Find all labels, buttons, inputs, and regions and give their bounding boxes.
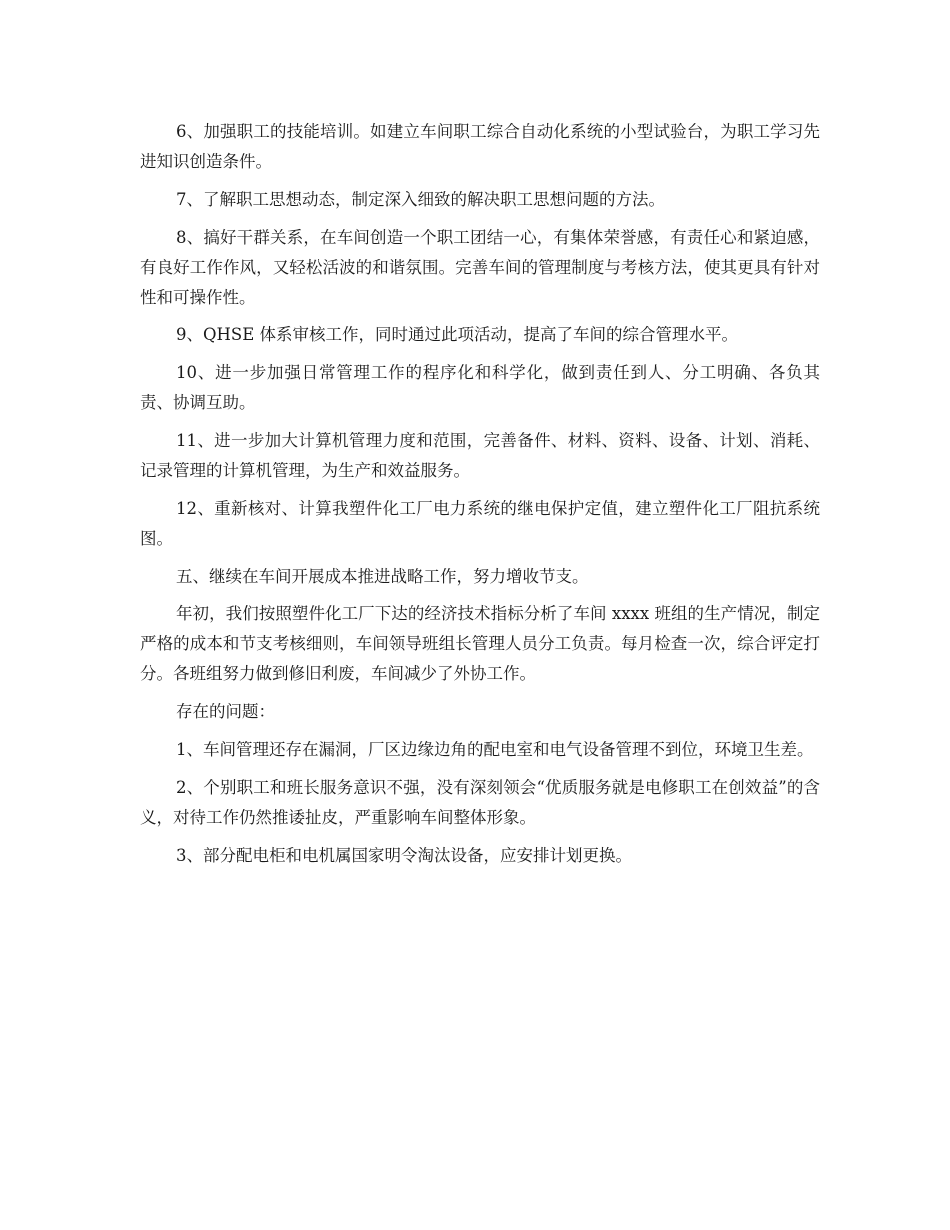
document-body xyxy=(140,117,820,878)
paragraph-item-11: 11、进一步加大计算机管理力度和范围，完善备件、材料、资料、设备、计划、消耗、记录管理的计算机管理，为生产和效益服务。 xyxy=(140,430,820,480)
paragraph-item-9: 9、QHSE 体系审核工作，同时通过此项活动，提高了车间的综合管理水平。 xyxy=(176,325,739,345)
problem-item-3: 3、部分配电柜和电机属国家明令淘汰设备，应安排计划更换。 xyxy=(176,845,632,865)
problem-item-1: 1、车间管理还存在漏洞，厂区边缘边角的配电室和电气设备管理不到位，环境卫生差。 xyxy=(176,739,814,759)
problem-item-2: 2、个别职工和班长服务意识不强，没有深刻领会“优质服务就是电修职工在创效益”的含义，对待工作仍然推诿扯皮，严重影响车间整体形象。 xyxy=(140,777,820,827)
paragraph-item-8: 8、搞好干群关系，在车间创造一个职工团结一心，有集体荣誉感，有责任心和紧迫感，有良好工作作风，又轻松活波的和谐氛围。完善车间的管理制度与考核方法，使其更具有针对性和可操作性。 xyxy=(140,227,820,307)
paragraph-cost-summary: 年初，我们按照塑件化工厂下达的经济技术指标分析了车间 xxxx 班组的生产情况，制定严格的成本和节支考核细则，车间领导班组长管理人员分工负责。每月检查一次，综合评定打分。各班组努力做到修旧利废，车间减少了外协工作。 xyxy=(140,604,820,684)
paragraph-item-7: 7、了解职工思想动态，制定深入细致的解决职工思想问题的方法。 xyxy=(176,189,665,209)
paragraph-item-12: 12、重新核对、计算我塑件化工厂电力系统的继电保护定值，建立塑件化工厂阻抗系统图。 xyxy=(140,498,820,548)
section-heading-five: 五、继续在车间开展成本推进战略工作，努力增收节支。 xyxy=(176,566,589,586)
problems-heading: 存在的问题： xyxy=(176,702,275,722)
paragraph-item-10: 10、进一步加强日常管理工作的程序化和科学化，做到责任到人、分工明确、各负其责、协调互助。 xyxy=(140,363,820,413)
paragraph-item-6: 6、加强职工的技能培训。如建立车间职工综合自动化系统的小型试验台，为职工学习先进知识创造条件。 xyxy=(140,122,820,171)
